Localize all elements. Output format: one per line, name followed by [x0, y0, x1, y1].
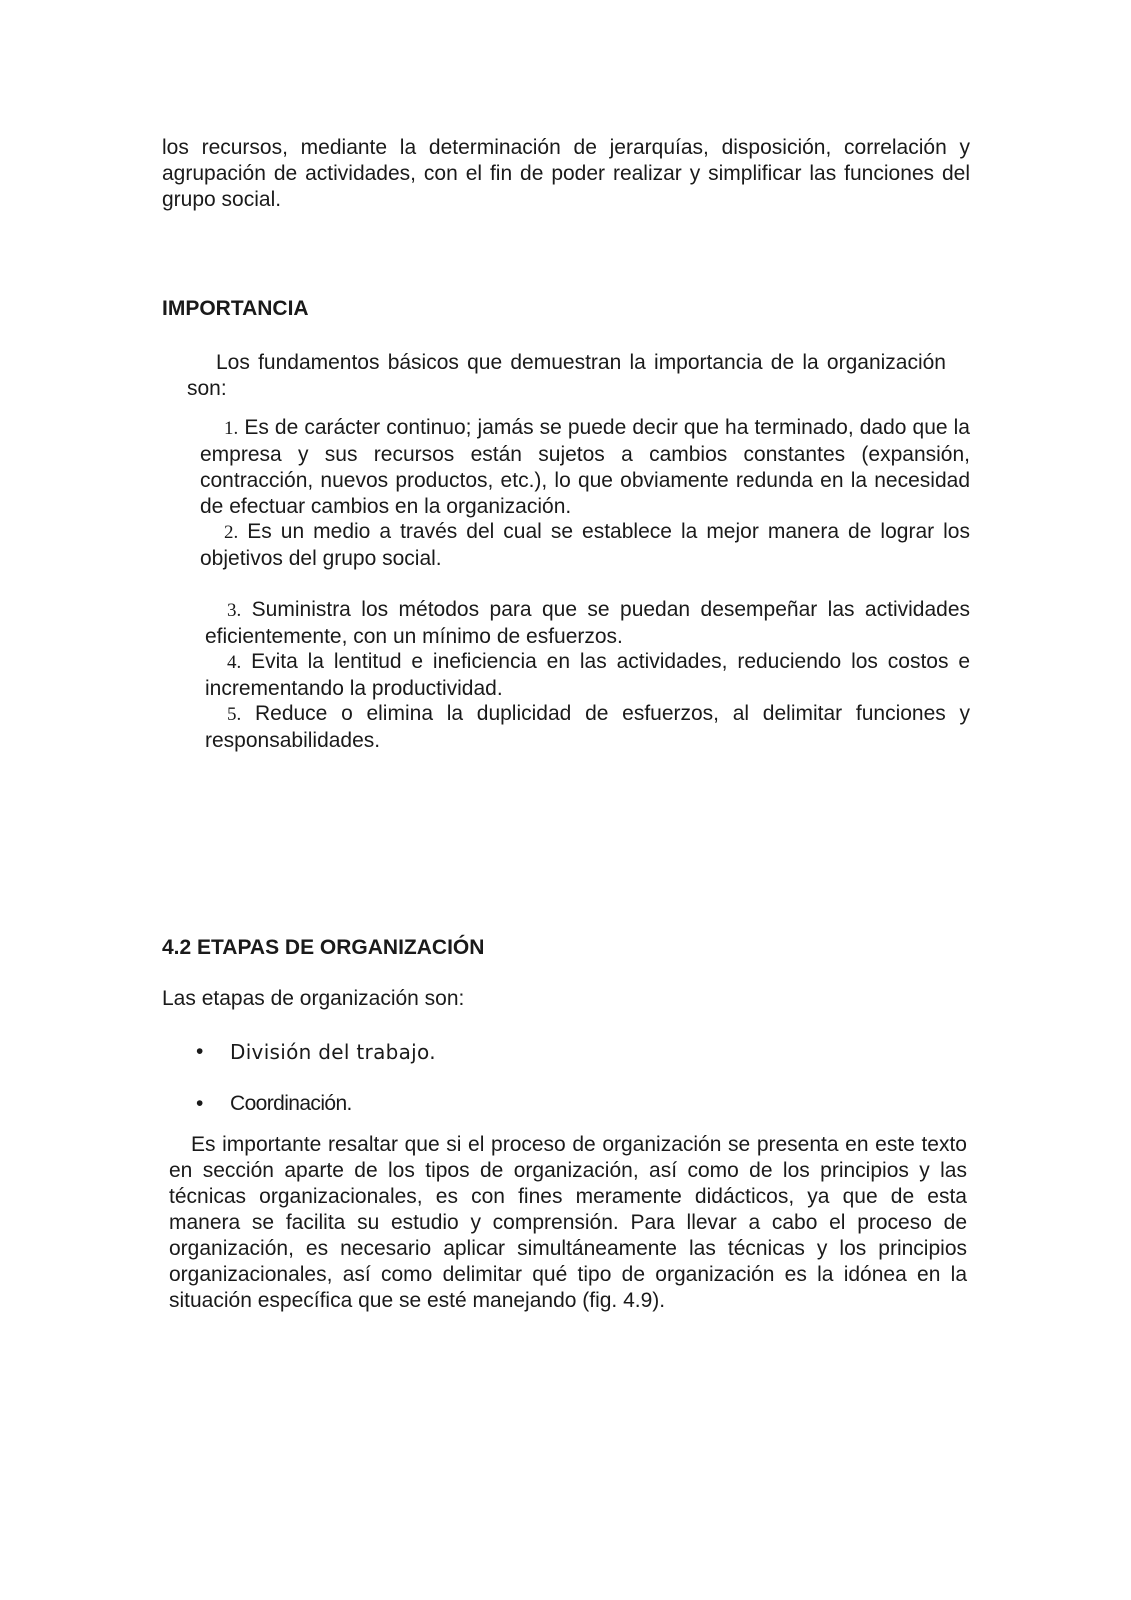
section-heading-importancia: IMPORTANCIA — [162, 297, 309, 320]
item-number: 5. — [227, 704, 242, 725]
item-text: Evita la lentitud e ineficiencia en las actividades, reduciendo los costos e incrementando la productividad. — [205, 650, 970, 700]
list-item-label: Coordinación. — [230, 1092, 352, 1115]
item-text: Reduce o elimina la duplicidad de esfuerzos, al delimitar funciones y responsabilidades. — [205, 702, 970, 752]
bullet-icon: • — [196, 1040, 204, 1063]
list-item — [196, 1091, 352, 1117]
list-item-label: División del trabajo. — [230, 1040, 436, 1064]
bullet-icon: • — [196, 1092, 204, 1115]
importancia-item-5 — [205, 701, 970, 754]
item-number: 1. — [224, 418, 239, 439]
importancia-item-2 — [200, 519, 970, 572]
etapas-list-item-1 — [196, 1039, 436, 1066]
item-number: 3. — [227, 600, 242, 621]
item-text: Es de carácter continuo; jamás se puede decir que ha terminado, dado que la empresa y sus recursos están sujetos a cambios constantes (expansión, contracción, nuevos productos, etc.), lo que obviamente redunda en la necesidad de efectuar cambios en la organización. — [200, 416, 970, 518]
list-item — [196, 1039, 436, 1066]
item-text: Es un medio a través del cual se establece la mejor manera de lograr los objetivos del grupo social. — [200, 520, 970, 570]
item-number: 2. — [224, 522, 239, 543]
importancia-item-1 — [200, 415, 970, 520]
closing-paragraph: Es importante resaltar que si el proceso de organización se presenta en este texto en sección aparte de los tipos de organización, así como de los principios y las técnicas organizacionales, es con fines meramente didácticos, ya que de esta manera se facilita su estudio y comprensión. Para llevar a cabo el proceso de organización, es necesario aplicar simultáneamente las técnicas y los principios organizacionales, así como delimitar qué tipo de organización es la idónea en la situación específica que se esté manejando (fig. 4.9). — [169, 1133, 967, 1312]
etapas-intro: Las etapas de organización son: — [162, 987, 465, 1010]
importancia-item-4 — [205, 649, 970, 702]
etapas-list-item-2 — [196, 1091, 352, 1117]
importancia-item-3 — [205, 597, 970, 650]
item-number: 4. — [227, 652, 242, 673]
intro-paragraph: los recursos, mediante la determinación de jerarquías, disposición, correlación y agrupación de actividades, con el fin de poder realizar y simplificar las funciones del grupo social. — [162, 136, 970, 211]
section-heading-etapas: 4.2 ETAPAS DE ORGANIZACIÓN — [162, 936, 485, 959]
item-text: Suministra los métodos para que se puedan desempeñar las actividades eficientemente, con un mínimo de esfuerzos. — [205, 598, 970, 648]
importancia-intro: Los fundamentos básicos que demuestran la importancia de la organización son: — [187, 351, 946, 400]
